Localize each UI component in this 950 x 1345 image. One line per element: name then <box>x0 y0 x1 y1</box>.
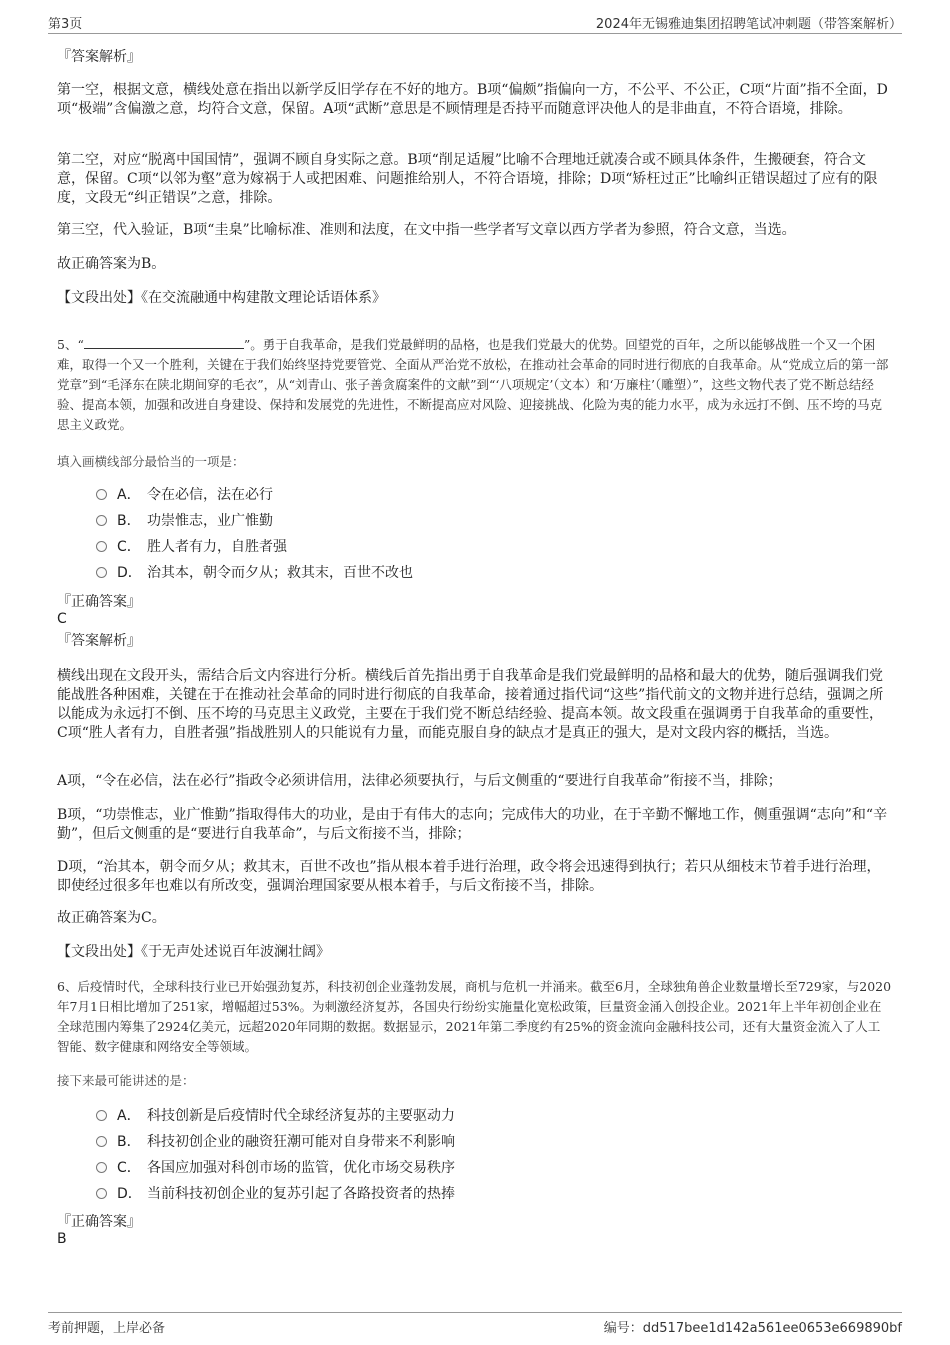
option-letter: A． <box>117 487 141 503</box>
q5-number: 5、“ <box>57 337 84 352</box>
option-text: 科技创新是后疫情时代全球经济复苏的主要驱动力 <box>147 1108 455 1124</box>
q6-option-d[interactable] <box>96 1184 455 1204</box>
q4-conclusion: 故正确答案为B。 <box>57 256 166 272</box>
document-code: 编号：dd517bee1d142a561ee0653e669890bf <box>603 1321 902 1336</box>
footer-slogan: 考前押题，上岸必备 <box>48 1321 166 1336</box>
q5-option-b[interactable] <box>96 511 273 531</box>
option-text: 令在必信，法在必行 <box>147 487 273 503</box>
q6-stem: 6、后疫情时代，全球科技行业已开始强劲复苏，科技初创企业蓬勃发展，商机与危机一并涌来。截至6月，全球独角兽企业数量增长至729家，与2020年7月1日相比增加了251家，增幅超过53%。为刺激经济复苏，各国央行纷纷实施量化宽松政策，巨量资金涌入创投企业。2021年上半年初创企业在全球范围内筹集了2924亿美元，远超2020年同期的数据。数据显示，2021年第二季度约有25%的资金流向金融科技公司，还有大量资金流入了人工智能、数字健康和网络安全等领域。 <box>57 979 892 1054</box>
q5-stem <box>57 335 892 435</box>
option-letter: C． <box>117 539 141 555</box>
radio-icon[interactable] <box>96 1162 107 1173</box>
option-letter: D． <box>117 1186 142 1202</box>
radio-icon[interactable] <box>96 567 107 578</box>
q5-answer: C <box>57 611 67 627</box>
q5-analysis-para1: 横线出现在文段开头，需结合后文内容进行分析。横线后首先指出勇于自我革命是我们党最鲜明的品格和最大的优势，随后强调我们党能战胜各种困难，关键在于在推动社会革命的同时进行彻底的自我革命，接着通过指代词“这些”指代前文的文物并进行总结，强调之所以能成为永远打不倒、压不垮的马克思主义政党，主要在于我们党不断总结经验、提高本领。故文段重在强调勇于自我革命的重要性，C项“胜人者有力，自胜者强”指战胜别人的只能说有力量，而能克服自身的缺点才是真正的强大，是对文段内容的概括，当选。 <box>57 668 884 741</box>
page-header <box>48 13 902 34</box>
q5-prompt: 填入画横线部分最恰当的一项是： <box>57 454 245 469</box>
page-footer <box>48 1312 902 1337</box>
q5-option-c[interactable] <box>96 537 287 557</box>
q5-blank <box>84 336 244 349</box>
option-letter: D． <box>117 565 142 581</box>
q5-conclusion: 故正确答案为C。 <box>57 910 166 926</box>
radio-icon[interactable] <box>96 541 107 552</box>
option-text: 科技初创企业的融资狂潮可能对自身带来不利影响 <box>147 1134 455 1150</box>
option-text: 功崇惟志，业广惟勤 <box>147 513 273 529</box>
q5-stem-text: ”。勇于自我革命，是我们党最鲜明的品格，也是我们党最大的优势。回望党的百年，之所以能够战胜一个又一个困难，取得一个又一个胜利，关键在于我们始终坚持党要管党、全面从严治党不放松，在推动社会革命的同时进行彻底的自我革命。从“党成立后的第一部党章”到“毛泽东在陕北期间穿的毛衣”，从“刘青山、张子善贪腐案件的文献”到“‘八项规定’（文本）和‘万廉柱’（雕塑）”，这些文物代表了党不断总结经验、提高本领，加强和改进自身建设、保持和发展党的先进性，不断提高应对风险、迎接挑战、化险为夷的能力水平，成为永远打不倒、压不垮的马克思主义政党。 <box>57 337 889 432</box>
q6-answer: B <box>57 1231 67 1247</box>
q5-analysis-para2: A项，“令在必信，法在必行”指政令必须讲信用，法律必须要执行，与后文侧重的“要进行自我革命”衔接不当，排除； <box>57 773 782 789</box>
q6-option-a[interactable] <box>96 1106 455 1126</box>
q6-option-b[interactable] <box>96 1132 455 1152</box>
q5-option-a[interactable] <box>96 485 273 505</box>
q5-analysis-label: 『答案解析』 <box>57 633 141 649</box>
option-letter: C． <box>117 1160 141 1176</box>
option-text: 胜人者有力，自胜者强 <box>147 539 287 555</box>
option-letter: B． <box>117 513 141 529</box>
document-title: 2024年无锡雅迪集团招聘笔试冲刺题（带答案解析） <box>595 17 902 32</box>
option-text: 当前科技初创企业的复苏引起了各路投资者的热捧 <box>147 1186 455 1202</box>
page-number: 第3页 <box>48 17 83 32</box>
q6-answer-label: 『正确答案』 <box>57 1214 141 1230</box>
q5-option-d[interactable] <box>96 563 413 583</box>
option-letter: A． <box>117 1108 141 1124</box>
q4-analysis-para2: 第二空，对应“脱离中国国情”，强调不顾自身实际之意。B项“削足适履”比喻不合理地迁就凑合或不顾具体条件，生搬硬套，符合文意，保留。C项“以邻为壑”意为嫁祸于人或把困难、问题推给别人，不符合语境，排除；D项“矫枉过正”比喻纠正错误超过了应有的限度，文段无“纠正错误”之意，排除。 <box>57 152 878 206</box>
radio-icon[interactable] <box>96 1188 107 1199</box>
q4-analysis-para3: 第三空，代入验证，B项“圭臬”比喻标准、准则和法度，在文中指一些学者写文章以西方学者为参照，符合文意，当选。 <box>57 222 796 238</box>
option-text: 治其本，朝令而夕从；救其末，百世不改也 <box>147 565 413 581</box>
q5-analysis-para3: B项，“功崇惟志，业广惟勤”指取得伟大的功业，是由于有伟大的志向；完成伟大的功业，在于辛勤不懈地工作，侧重强调“志向”和“辛勤”，但后文侧重的是“要进行自我革命”，与后文衔接不当，排除； <box>57 807 888 842</box>
option-text: 各国应加强对科创市场的监管，优化市场交易秩序 <box>147 1160 455 1176</box>
q6-option-c[interactable] <box>96 1158 455 1178</box>
q4-source: 【文段出处】《在交流融通中构建散文理论话语体系》 <box>57 290 386 306</box>
option-letter: B． <box>117 1134 141 1150</box>
q5-answer-label: 『正确答案』 <box>57 594 141 610</box>
q5-source: 【文段出处】《于无声处述说百年波澜壮阔》 <box>57 944 330 960</box>
radio-icon[interactable] <box>96 489 107 500</box>
q4-analysis-label: 『答案解析』 <box>57 49 141 65</box>
q6-prompt: 接下来最可能讲述的是： <box>57 1073 195 1088</box>
radio-icon[interactable] <box>96 1110 107 1121</box>
radio-icon[interactable] <box>96 1136 107 1147</box>
radio-icon[interactable] <box>96 515 107 526</box>
q5-analysis-para4: D项，“治其本，朝令而夕从；救其末，百世不改也”指从根本着手进行治理，政令将会迅速得到执行；若只从细枝末节着手进行治理，即使经过很多年也难以有所改变，强调治理国家要从根本着手，与后文衔接不当，排除。 <box>57 859 881 894</box>
q4-analysis-para1: 第一空，根据文意，横线处意在指出以新学反旧学存在不好的地方。B项“偏颇”指偏向一方，不公平、不公正，C项“片面”指不全面，D项“极端”含偏激之意，均符合文意，保留。A项“武断”意思是不顾情理是否持平而随意评决他人的是非曲直，不符合语境，排除。 <box>57 82 888 117</box>
